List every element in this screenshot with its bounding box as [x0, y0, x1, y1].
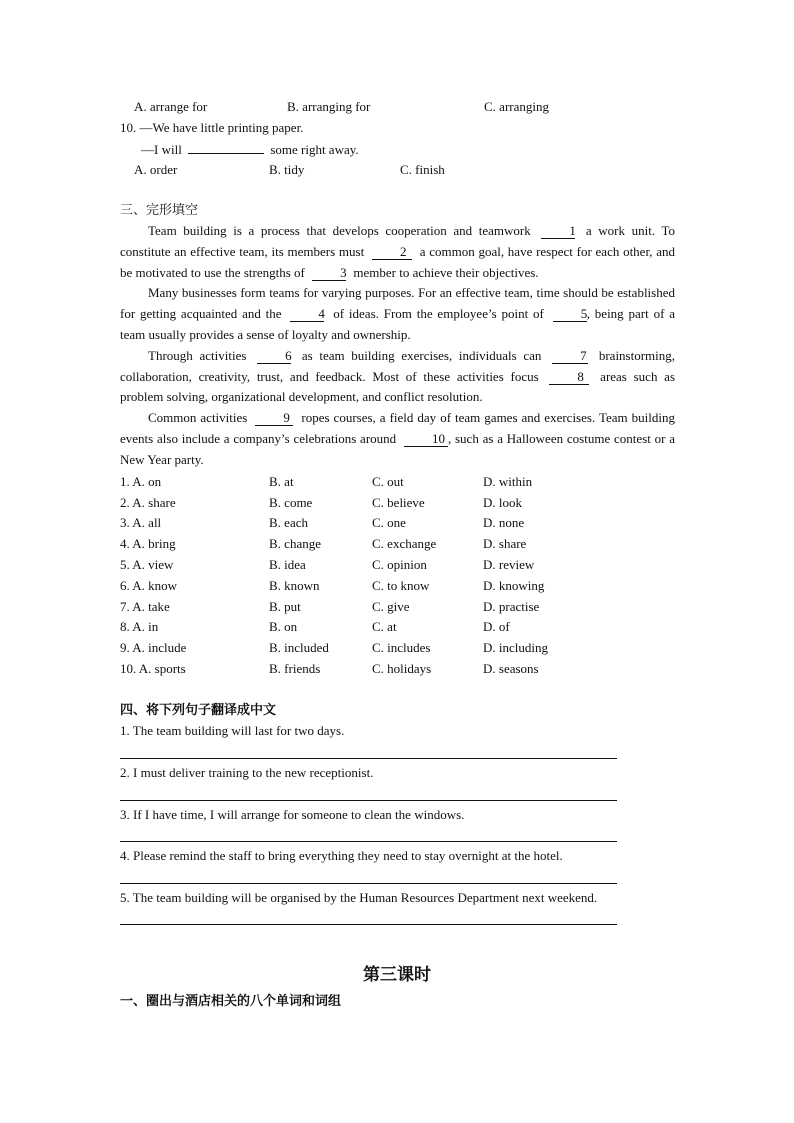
choice-row-4	[120, 536, 680, 557]
choice-d[interactable]: D. share	[483, 536, 527, 551]
blank-1[interactable]: 1	[541, 224, 575, 239]
choice-a[interactable]: 4. A. bring	[120, 536, 176, 551]
choice-d[interactable]: D. including	[483, 640, 548, 655]
choice-b[interactable]: B. known	[269, 578, 320, 593]
choice-d[interactable]: D. of	[483, 619, 510, 634]
choice-a[interactable]: 5. A. view	[120, 557, 174, 572]
choice-a[interactable]: 7. A. take	[120, 599, 170, 614]
choice-c[interactable]: C. give	[372, 599, 410, 614]
text: as team building exercises, individuals can	[301, 347, 542, 363]
sentence-2: 2. I must deliver training to the new receptionist.	[120, 765, 374, 780]
lesson-3-title: 第三课时	[363, 965, 431, 985]
sentence-3: 3. If I have time, I will arrange for someone to clean the windows.	[120, 807, 465, 822]
blank-10[interactable]: 10	[404, 432, 448, 447]
sentence-5: 5. The team building will be organised by the Human Resources Department next weekend.	[120, 890, 598, 905]
option-c: C. arranging	[484, 99, 549, 114]
choice-b[interactable]: B. put	[269, 599, 301, 614]
option-a: A. order	[134, 162, 178, 177]
choice-b[interactable]: B. friends	[269, 661, 321, 676]
blank-3[interactable]: 3	[312, 266, 346, 281]
choice-row-1	[120, 474, 680, 495]
choice-c[interactable]: C. one	[372, 515, 406, 530]
blank-7[interactable]: 7	[552, 349, 588, 364]
choice-b[interactable]: B. on	[269, 619, 298, 634]
choice-b[interactable]: B. included	[269, 640, 329, 655]
choice-b[interactable]: B. each	[269, 515, 308, 530]
blank-8[interactable]: 8	[549, 370, 589, 385]
choice-c[interactable]: C. exchange	[372, 536, 437, 551]
choice-b[interactable]: B. change	[269, 536, 321, 551]
text: member to achieve their objectives.	[353, 264, 539, 280]
question-10-prompt: 10. —We have little printing paper.	[120, 120, 304, 135]
choice-c[interactable]: C. at	[372, 619, 397, 634]
option-a: A. arrange for	[134, 99, 208, 114]
choice-row-7	[120, 599, 680, 620]
answer-line-1[interactable]	[120, 758, 617, 759]
answer-line-4[interactable]	[120, 883, 617, 884]
paragraph-4	[120, 408, 675, 470]
choice-d[interactable]: D. practise	[483, 599, 540, 614]
text: a common goal, have respect for each other, and be motivated to use the strengths of	[120, 243, 676, 280]
choice-c[interactable]: C. to know	[372, 578, 430, 593]
reply-after-text: some right away.	[270, 142, 359, 157]
choice-b[interactable]: B. idea	[269, 557, 306, 572]
choice-a[interactable]: 10. A. sports	[120, 661, 186, 676]
text: Many businesses form teams for varying purposes. For an effective team, time should be established for getting acquainted and the	[120, 285, 675, 322]
blank-6[interactable]: 6	[257, 349, 291, 364]
question-10-reply	[141, 141, 359, 158]
choice-a[interactable]: 6. A. know	[120, 578, 178, 593]
answer-line-3[interactable]	[120, 841, 617, 842]
text: of ideas. From the employee’s point of	[333, 306, 544, 322]
choice-c[interactable]: C. believe	[372, 495, 425, 510]
choice-row-6	[120, 578, 680, 599]
reply-before-text: —I will	[141, 142, 182, 157]
option-c: C. finish	[400, 162, 445, 177]
choice-c[interactable]: C. includes	[372, 640, 431, 655]
choice-a[interactable]: 9. A. include	[120, 640, 187, 655]
choice-a[interactable]: 3. A. all	[120, 515, 162, 530]
choice-c[interactable]: C. holidays	[372, 661, 432, 676]
choice-d[interactable]: D. seasons	[483, 661, 539, 676]
choice-d[interactable]: D. none	[483, 515, 525, 530]
choice-c[interactable]: C. opinion	[372, 557, 427, 572]
choice-a[interactable]: 1. A. on	[120, 474, 162, 489]
answer-line-5[interactable]	[120, 924, 617, 925]
choice-row-3	[120, 515, 680, 536]
choice-row-10	[120, 661, 680, 682]
blank-4[interactable]: 4	[290, 307, 324, 322]
text: areas such as problem solving, organizational development, and conflict resolution.	[120, 368, 676, 405]
option-b: B. arranging for	[287, 99, 371, 114]
cloze-passage	[120, 221, 675, 471]
choice-d[interactable]: D. review	[483, 557, 535, 572]
choice-row-9	[120, 640, 680, 661]
choice-b[interactable]: B. at	[269, 474, 294, 489]
lesson-3-section-1-heading: 一、圈出与酒店相关的八个单词和词组	[120, 994, 342, 1009]
choice-row-8	[120, 619, 680, 640]
paragraph-1	[120, 221, 675, 283]
text: a work unit. To constitute an effective team, its members must	[120, 223, 675, 259]
choice-c[interactable]: C. out	[372, 474, 404, 489]
text: Common activities	[148, 410, 248, 426]
text: brainstorming, collaboration, creativity, trust, and feedback. Most of these activities focus	[120, 347, 676, 384]
choice-row-5	[120, 557, 680, 578]
text: , such as a Halloween costume contest or a New Year party.	[120, 430, 676, 467]
choice-d[interactable]: D. within	[483, 474, 533, 489]
sentence-4: 4. Please remind the staff to bring everything they need to stay overnight at the hotel.	[120, 848, 563, 863]
text: , being part of a team usually provides a sense of loyalty and ownership.	[120, 306, 676, 342]
text: Through activities	[148, 347, 247, 363]
section-4-heading: 四、将下列句子翻译成中文	[120, 703, 277, 718]
answer-line-2[interactable]	[120, 800, 617, 801]
text: ropes courses, a field day of team games and exercises. Team building events also include a company’s celebrations around	[120, 410, 676, 446]
choice-d[interactable]: D. look	[483, 495, 522, 510]
section-3-heading: 三、完形填空	[120, 203, 199, 218]
blank-2[interactable]: 2	[372, 245, 412, 260]
choice-a[interactable]: 8. A. in	[120, 619, 159, 634]
answer-blank[interactable]	[188, 141, 264, 154]
blank-5[interactable]: 5	[553, 307, 587, 322]
choice-row-2	[120, 495, 680, 516]
option-b: B. tidy	[269, 162, 305, 177]
blank-9[interactable]: 9	[255, 411, 293, 426]
paragraph-2	[120, 283, 675, 345]
choice-b[interactable]: B. come	[269, 495, 313, 510]
choice-a[interactable]: 2. A. share	[120, 495, 176, 510]
sentence-1: 1. The team building will last for two days.	[120, 723, 345, 738]
paragraph-3	[120, 346, 675, 408]
text: Team building is a process that develops cooperation and teamwork	[148, 223, 531, 238]
choice-d[interactable]: D. knowing	[483, 578, 545, 593]
